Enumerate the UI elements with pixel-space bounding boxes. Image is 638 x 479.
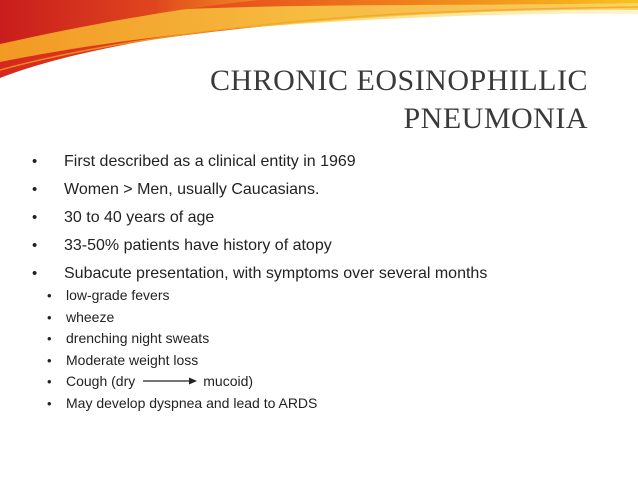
sub-bullet-dot: •	[47, 395, 52, 411]
right-arrow-icon	[143, 376, 197, 386]
sub-bullet-item	[30, 328, 622, 350]
bullet-text: Subacute presentation, with symptoms over several months	[64, 265, 488, 282]
sub-bullet-item	[30, 393, 622, 415]
sub-bullet-dot: •	[47, 352, 52, 368]
slide-title	[68, 62, 588, 138]
bullet-text: 30 to 40 years of age	[64, 209, 215, 226]
sub-bullet-item	[30, 350, 622, 372]
bullet-item	[32, 263, 622, 285]
bullet-dot: •	[32, 209, 38, 226]
sub-bullet-text: Moderate weight loss	[66, 351, 199, 368]
sub-bullet-text: drenching night sweats	[66, 330, 210, 346]
sub-bullet-item	[30, 285, 622, 307]
sub-bullet-group	[32, 285, 622, 414]
bullet-item	[32, 235, 622, 257]
title-line-1: CHRONIC EOSINOPHILLIC	[210, 64, 588, 97]
title-line-2: PNEUMONIA	[403, 102, 588, 135]
bullet-item	[32, 179, 622, 201]
sub-bullet-item	[30, 307, 622, 329]
bullet-dot: •	[32, 181, 38, 198]
bullet-item	[32, 207, 622, 229]
cough-suffix-text: mucoid)	[203, 373, 254, 389]
bullet-list	[32, 151, 622, 414]
sub-bullet-dot: •	[47, 288, 52, 303]
bullet-text: First described as a clinical entity in 1969	[64, 153, 356, 170]
bullet-text: Women > Men, usually Caucasians.	[64, 181, 320, 198]
sub-bullet-item-cough	[30, 371, 622, 393]
sub-bullet-text: low-grade fevers	[66, 287, 170, 303]
sub-bullet-list	[30, 285, 622, 414]
sub-bullet-text: Cough (dry	[66, 373, 136, 389]
sub-bullet-text: wheeze	[66, 308, 115, 325]
sub-bullet-text: May develop dyspnea and lead to ARDS	[66, 394, 318, 411]
bullet-dot: •	[32, 265, 38, 282]
sub-bullet-dot: •	[47, 374, 52, 389]
bullet-text: 33-50% patients have history of atopy	[64, 237, 332, 254]
bullet-item	[32, 151, 622, 173]
sub-bullet-dot: •	[47, 309, 52, 325]
sub-bullet-dot: •	[47, 331, 52, 346]
bullet-dot: •	[32, 153, 38, 170]
bullet-dot: •	[32, 237, 38, 254]
